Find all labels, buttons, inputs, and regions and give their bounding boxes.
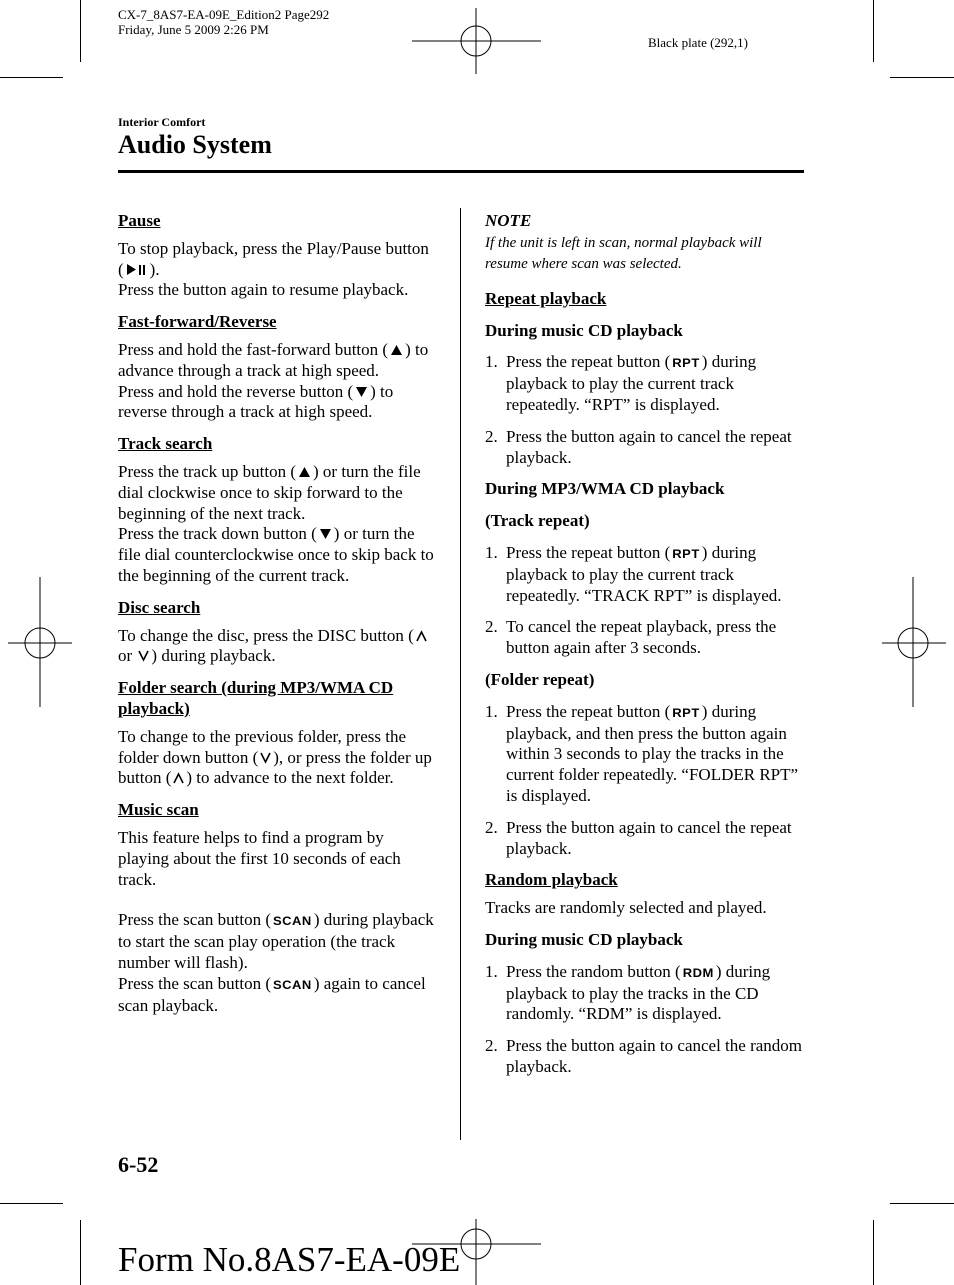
section-label: Interior Comfort xyxy=(118,115,206,129)
ff-text: Press and hold the fast-forward button ( ) to advance through a track at high speed. Press and hold the reverse button ( ) to reverse through a track at high speed. xyxy=(118,339,429,422)
scan-intro: This feature helps to find a program by playing about the first 10 seconds of each track. xyxy=(118,827,401,889)
list-item: 2. To cancel the repeat playback, press the button again after 3 seconds. xyxy=(485,617,777,658)
note-text: If the unit is left in scan, normal playback will resume where scan was selected. xyxy=(485,234,762,272)
scan-button-label: SCAN xyxy=(272,913,312,928)
form-number: Form No.8AS7-EA-09E xyxy=(118,1240,461,1279)
up-triangle-icon xyxy=(298,466,311,478)
down-triangle-icon xyxy=(319,528,332,540)
list-item: 1. Press the repeat button ( RPT ) during playback, and then press the button again within 3 seconds to play the tracks in the current folder repeatedly. “FOLDER RPT” is displayed. xyxy=(485,701,799,805)
list-item: 2. Press the button again to cancel the random playback. xyxy=(485,1036,802,1076)
print-meta xyxy=(118,7,329,37)
list-item: 2. Press the button again to cancel the repeat playback. xyxy=(485,817,792,858)
track-text: Press the track up button ( ) or turn the file dial clockwise once to skip forward to the beginning of the next track. Press the track down button ( ) or turn the file dial counterclockwise once to skip back to the beginning of the current track. xyxy=(118,461,434,585)
rpt-button-label: RPT xyxy=(672,705,700,720)
random-cd-subheading: During music CD playback xyxy=(485,929,683,949)
scan-text: Press the scan button ( SCAN ) during playback to start the scan play operation (the track number will flash). Press the scan button ( SCAN ) again to cancel scan playback. xyxy=(118,910,434,1015)
track-repeat-subheading: (Track repeat) xyxy=(485,511,590,531)
random-heading: Random playback xyxy=(485,870,618,890)
folder-repeat-subheading: (Folder repeat) xyxy=(485,669,595,689)
plate-label: Black plate (292,1) xyxy=(648,35,748,50)
page-title: Audio System xyxy=(118,130,272,159)
rpt-button-label: RPT xyxy=(672,546,700,561)
scan-button-label: SCAN xyxy=(272,977,312,992)
play-pause-icon xyxy=(126,263,148,276)
note-title: NOTE xyxy=(485,211,532,230)
left-column xyxy=(118,211,438,1016)
rpt-button-label: RPT xyxy=(672,355,700,371)
caret-down-icon xyxy=(260,752,271,764)
random-intro: Tracks are randomly selected and played. xyxy=(485,898,767,918)
repeat-mp3-subheading: During MP3/WMA CD playback xyxy=(485,479,725,499)
list-item: 1. Press the random button ( RDM ) during playback to play the tracks in the CD randomly. “RDM” is displayed. xyxy=(485,961,771,1024)
repeat-cd-subheading: During music CD playback xyxy=(485,320,683,340)
caret-up-icon xyxy=(416,630,427,642)
pause-text: To stop playback, press the Play/Pause button ( ). Press the button again to resume playback. xyxy=(118,238,429,300)
up-triangle-icon xyxy=(390,344,403,356)
down-triangle-icon xyxy=(355,386,368,398)
scan-heading: Music scan xyxy=(118,800,199,820)
repeat-heading: Repeat playback xyxy=(485,288,607,308)
column-divider xyxy=(460,208,461,1140)
caret-up-icon xyxy=(173,772,184,784)
caret-down-icon xyxy=(138,650,149,662)
disc-heading: Disc search xyxy=(118,597,201,617)
disc-text: To change the disc, press the DISC button ( or ) during playback. xyxy=(118,626,438,668)
folder-text: To change to the previous folder, press the folder down button ( ), or press the folder up button ( ) to advance to the next folder. xyxy=(118,726,432,788)
date-line: Friday, June 5 2009 2:26 PM xyxy=(118,22,269,37)
list-item: 1. Press the repeat button ( RPT ) during playback to play the current track repeatedly. “RPT” is displayed. xyxy=(485,352,757,414)
folder-heading: Folder search (during MP3/WMA CD playback) xyxy=(118,678,394,718)
file-line: CX-7_8AS7-EA-09E_Edition2 Page292 xyxy=(118,7,330,22)
pause-heading: Pause xyxy=(118,211,161,230)
list-item: 1. Press the repeat button ( RPT ) during playback to play the current track repeatedly. “TRACK RPT” is displayed. xyxy=(485,542,782,605)
rdm-button-label: RDM xyxy=(682,965,714,980)
track-heading: Track search xyxy=(118,434,213,454)
list-item: 2. Press the button again to cancel the repeat playback. xyxy=(485,426,792,467)
right-column xyxy=(485,211,807,1078)
ff-heading: Fast-forward/Reverse xyxy=(118,312,277,332)
title-rule xyxy=(118,170,804,173)
page-number: 6-52 xyxy=(118,1152,159,1177)
